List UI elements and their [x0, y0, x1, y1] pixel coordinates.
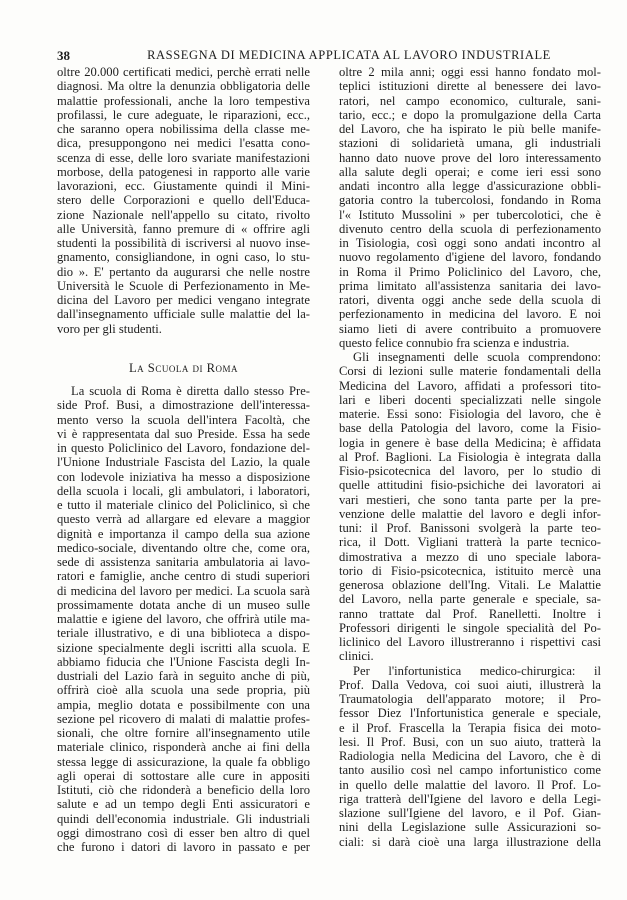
- text-line: vari mestieri, che sono tanta parte per la pre-: [339, 492, 601, 507]
- text-line: materiale clinico, risponderà anche ai fini della: [57, 740, 310, 755]
- text-line: teriale illustrativo, e di una biblioteca a dispo-: [57, 626, 310, 641]
- text-line: stazioni di solidarietà umana, gli industriali: [339, 136, 601, 151]
- text-line: morbose, della patogenesi in rapporto alle varie: [57, 164, 310, 179]
- text-line: ratori, diventa oggi anche sede della scuola di: [339, 293, 601, 307]
- text-line: lesi. Il Prof. Busi, con un suo aiuto, tratterà la: [339, 734, 601, 749]
- text-line: quindi dell'economia industriale. Gli industriali: [57, 811, 310, 826]
- text-line: dall'insegnamento ufficiale sulle malattie del la-: [57, 307, 310, 322]
- text-line: andati incontro alla legge d'assicurazione obbli-: [339, 179, 601, 193]
- text-line: prima limitato all'assistenza sanitaria dei lavo-: [339, 278, 601, 293]
- text-line: Professori dirigenti le singole specialità del Po-: [339, 620, 601, 635]
- text-line: fessor Diez l'Infortunistica generale e speciale,: [339, 706, 601, 721]
- text-line: studenti la possibilità di iscriversi al nuovo inse-: [57, 236, 310, 250]
- text-line: oggi dimostrano così di esser ben altro di quel: [57, 825, 310, 840]
- text-line: questo felice connubio fra scienza e industria.: [339, 335, 570, 350]
- page-number: 38: [57, 48, 70, 63]
- text-line: perfezionamento in medicina del lavoro. E noi: [339, 307, 601, 322]
- text-line: ratori, nel campo economico, culturale, sani-: [339, 93, 601, 108]
- text-line: Corsi di lezioni sulle materie fondamentali della: [339, 364, 601, 379]
- text-line: torio di Fisio-psicotecnica, istituito mercè una: [339, 563, 601, 578]
- text-line: di medicina del lavoro per medici. La scuola sarà: [57, 583, 310, 598]
- text-line: mento verso la scuola dell'intera Facoltà, che: [57, 412, 310, 427]
- text-line: e tutto il materiale clinico del Policlinico, sì che: [57, 498, 310, 512]
- text-line: oltre 20.000 certificati medici, perchè errati nelle: [57, 65, 310, 79]
- text-line: ciali: si darà cioè una larga illustrazione della: [339, 834, 601, 849]
- text-line: dignità e importanza il campo della sua azione: [57, 526, 310, 541]
- text-line: riga tratterà dell'Igiene del lavoro e della Legi-: [339, 791, 601, 806]
- text-line: Radiologia nella Medicina del Lavoro, che è di: [339, 749, 601, 763]
- text-line: stessa legge di assicurazione, la quale fa obbligo: [57, 754, 310, 769]
- text-line: base della Patologia del lavoro, come la Fisio-: [339, 421, 601, 436]
- text-line: sionali, che oltre fornire all'insegnamento utile: [57, 726, 310, 740]
- text-line: dica, presuppongono nei medici l'esatta cono-: [57, 136, 310, 151]
- text-line: offrirà cioè alla scuola una sede propria, più: [57, 683, 310, 698]
- text-line: clinici.: [339, 649, 374, 664]
- left-column-paragraph-1: [57, 65, 310, 336]
- text-line: prossimamente dotata anche di un museo sulle: [57, 597, 310, 612]
- text-line: che furono i datori di lavoro in passato e per: [57, 840, 310, 854]
- text-line: ratori e famiglie, anche centro di studi superiori: [57, 569, 310, 584]
- text-line: con lodevole iniziativa ha messo a disposizione: [57, 469, 310, 484]
- text-line: alla salute degli operai; e come ieri essi sono: [339, 164, 601, 179]
- text-line: Traumatologia dell'apparato motore; il Pro-: [339, 692, 601, 706]
- text-line: e il Prof. Frascella la Terapia fisica dei moto-: [339, 720, 601, 735]
- text-line: salute e ad un tempo degli Enti assicuratori e: [57, 797, 310, 812]
- text-line: l'« Istituto Mussolini » per tubercolotici, che è: [339, 207, 601, 222]
- text-line: liclinico del Lavoro illustreranno i rispettivi casi: [339, 635, 601, 649]
- text-line: medico-sociale, diventando oltre che, come ora,: [57, 540, 310, 555]
- text-line: dio ». E' pertanto da augurarsi che nelle nostre: [57, 264, 310, 279]
- text-line: in Roma il Primo Policlinico del Lavoro, che,: [339, 264, 601, 279]
- text-line: siamo lieti di avere contribuito a promuovere: [339, 321, 601, 336]
- text-line: gnamento, consigliandone, in ogni caso, lo stu-: [57, 250, 310, 265]
- text-line: La scuola di Roma è diretta dallo stesso Pre-: [71, 384, 310, 398]
- text-line: in questo Policlinico del Lavoro, fondazione del-: [57, 441, 310, 455]
- text-line: sizione specialmente degli iscritti alla scuola. E: [57, 640, 310, 655]
- text-line: dimostrativa a mezzo di uno speciale labora-: [339, 549, 601, 564]
- text-line: materie. Essi sono: Fisiologia del lavoro, che è: [339, 407, 601, 421]
- text-line: divenuto centro della scuola di perfezionamento: [339, 221, 601, 236]
- text-line: Fisio-psicotecnica del lavoro, per lo studio di: [339, 464, 601, 478]
- text-line: del Lavoro, nella parte generale e speciale, sa-: [339, 592, 601, 607]
- text-line: profilassi, le cure adeguate, le riparazioni, ecc.,: [57, 107, 310, 122]
- text-line: tuni: il Prof. Banissoni svolgerà la parte teo-: [339, 521, 601, 535]
- section-heading: La Scuola di Roma: [128, 361, 239, 375]
- text-line: che saranno opera nobilissima della classe me-: [57, 122, 310, 136]
- text-line: tanto ausilio così nel campo infortunistico come: [339, 763, 601, 778]
- text-line: in quello delle malattie del lavoro. Il Prof. Lo-: [339, 777, 601, 792]
- text-line: side Prof. Busi, a dimostrazione dell'interessa-: [57, 398, 310, 413]
- running-header: [57, 48, 603, 64]
- text-line: nini della Legislazione sulle Assicurazioni so-: [339, 820, 601, 835]
- text-line: nuovo regolamento d'igiene del lavoro, fondando: [339, 250, 601, 265]
- text-line: ampia, meglio dotata e possibilmente con una: [57, 697, 310, 712]
- text-line: al Prof. Baglioni. La Fisiologia è integrata dalla: [339, 449, 601, 464]
- text-line: Istituti, ciò che ridonderà a beneficio della loro: [57, 783, 310, 797]
- text-line: teplici istituzioni dirette al benessere dei lavo-: [339, 79, 601, 94]
- text-line: Per l'infortunistica medico-chirurgica: il: [353, 663, 601, 678]
- text-line: vi è rappresentata dal suo Preside. Essa ha sede: [57, 426, 310, 441]
- text-line: rica, il Dott. Vigliani tratterà la parte tecnico-: [339, 535, 601, 550]
- text-line: dustriali del Lazio farà in seguito anche di più,: [57, 669, 310, 683]
- running-title: RASSEGNA DI MEDICINA APPLICATA AL LAVORO INDUSTRIALE: [147, 48, 551, 62]
- text-line: diagnosi. Ma oltre la denunzia obbligatoria delle: [57, 79, 310, 94]
- right-column: [339, 65, 601, 849]
- text-line: oltre 2 mila anni; oggi essi hanno fondato mol-: [339, 65, 601, 79]
- text-line: generosa oblazione dell'Ing. Vitali. Le Malattie: [339, 578, 601, 592]
- text-line: dicina del Lavoro per medici vengano integrate: [57, 293, 310, 307]
- text-line: voro per gli studenti.: [57, 321, 162, 336]
- text-line: Gli insegnamenti delle scuola comprendono:: [353, 350, 601, 364]
- text-line: in Tisiologia, così oggi sono andati incontro al: [339, 236, 601, 250]
- text-line: l'Unione Industriale Fascista del Lazio, la quale: [57, 455, 310, 470]
- text-line: zione Nazionale nell'appello su citato, rivolto: [57, 207, 310, 222]
- text-line: Università le Scuole di Perfezionamento in Me-: [57, 278, 310, 293]
- text-line: slazione sull'Igiene del lavoro, e il Pof. Gian-: [339, 806, 601, 820]
- left-column-paragraph-2: [57, 384, 310, 854]
- text-line: ranno trattate dal Prof. Ranelletti. Inoltre i: [339, 606, 601, 621]
- text-line: quelle attitudini fisio-psichiche dei lavoratori ai: [339, 478, 601, 493]
- text-line: venzione delle malattie del lavoro e degli infor-: [339, 506, 601, 521]
- text-line: sede di assistenza sanitaria ambulatoria ai lavo-: [57, 555, 310, 569]
- text-line: malattie e igiene del lavoro, che offrirà utile ma-: [57, 612, 310, 626]
- text-line: malattie professionali, anche la loro tempestiva: [57, 93, 310, 108]
- text-line: logia in genere è base della Medicina; è affidata: [339, 435, 601, 450]
- text-line: gatoria contro la tubercolosi, fondando in Roma: [339, 193, 601, 208]
- text-line: abbiamo fiducia che l'Unione Fascista degli In-: [57, 654, 310, 669]
- text-line: lavorazioni, ecc. Giustamente quindi il Mini-: [57, 179, 310, 193]
- text-line: lari e liberi docenti specializzati nelle singole: [339, 392, 601, 407]
- text-line: alle Università, fanno premure di « offrire agli: [57, 221, 310, 236]
- text-line: tario, ecc.; e dopo la promulgazione della Carta: [339, 107, 601, 122]
- text-line: della scuola i locali, gli ambulatori, i laboratori,: [57, 483, 310, 498]
- text-line: questo verrà ad allargare ed elevare a maggior: [57, 512, 310, 527]
- text-line: Medicina del Lavoro, affidati a professori tito-: [339, 378, 601, 393]
- text-line: Prof. Dalla Vedova, coi suoi aiuti, illustrerà la: [339, 677, 601, 692]
- text-line: del Lavoro, che ha ispirato le più belle manife-: [339, 122, 601, 136]
- text-line: agli operai di sottostare alle cure in appositi: [57, 768, 310, 783]
- text-line: sezione pel ricovero di malati di malattie profes-: [57, 711, 310, 726]
- text-line: hanno dato nuove prove del loro interessamento: [339, 150, 601, 165]
- text-line: stero delle Corporazioni e quello dell'Educa-: [57, 193, 310, 208]
- text-line: scenza di esse, delle loro svariate manifestazioni: [57, 150, 310, 165]
